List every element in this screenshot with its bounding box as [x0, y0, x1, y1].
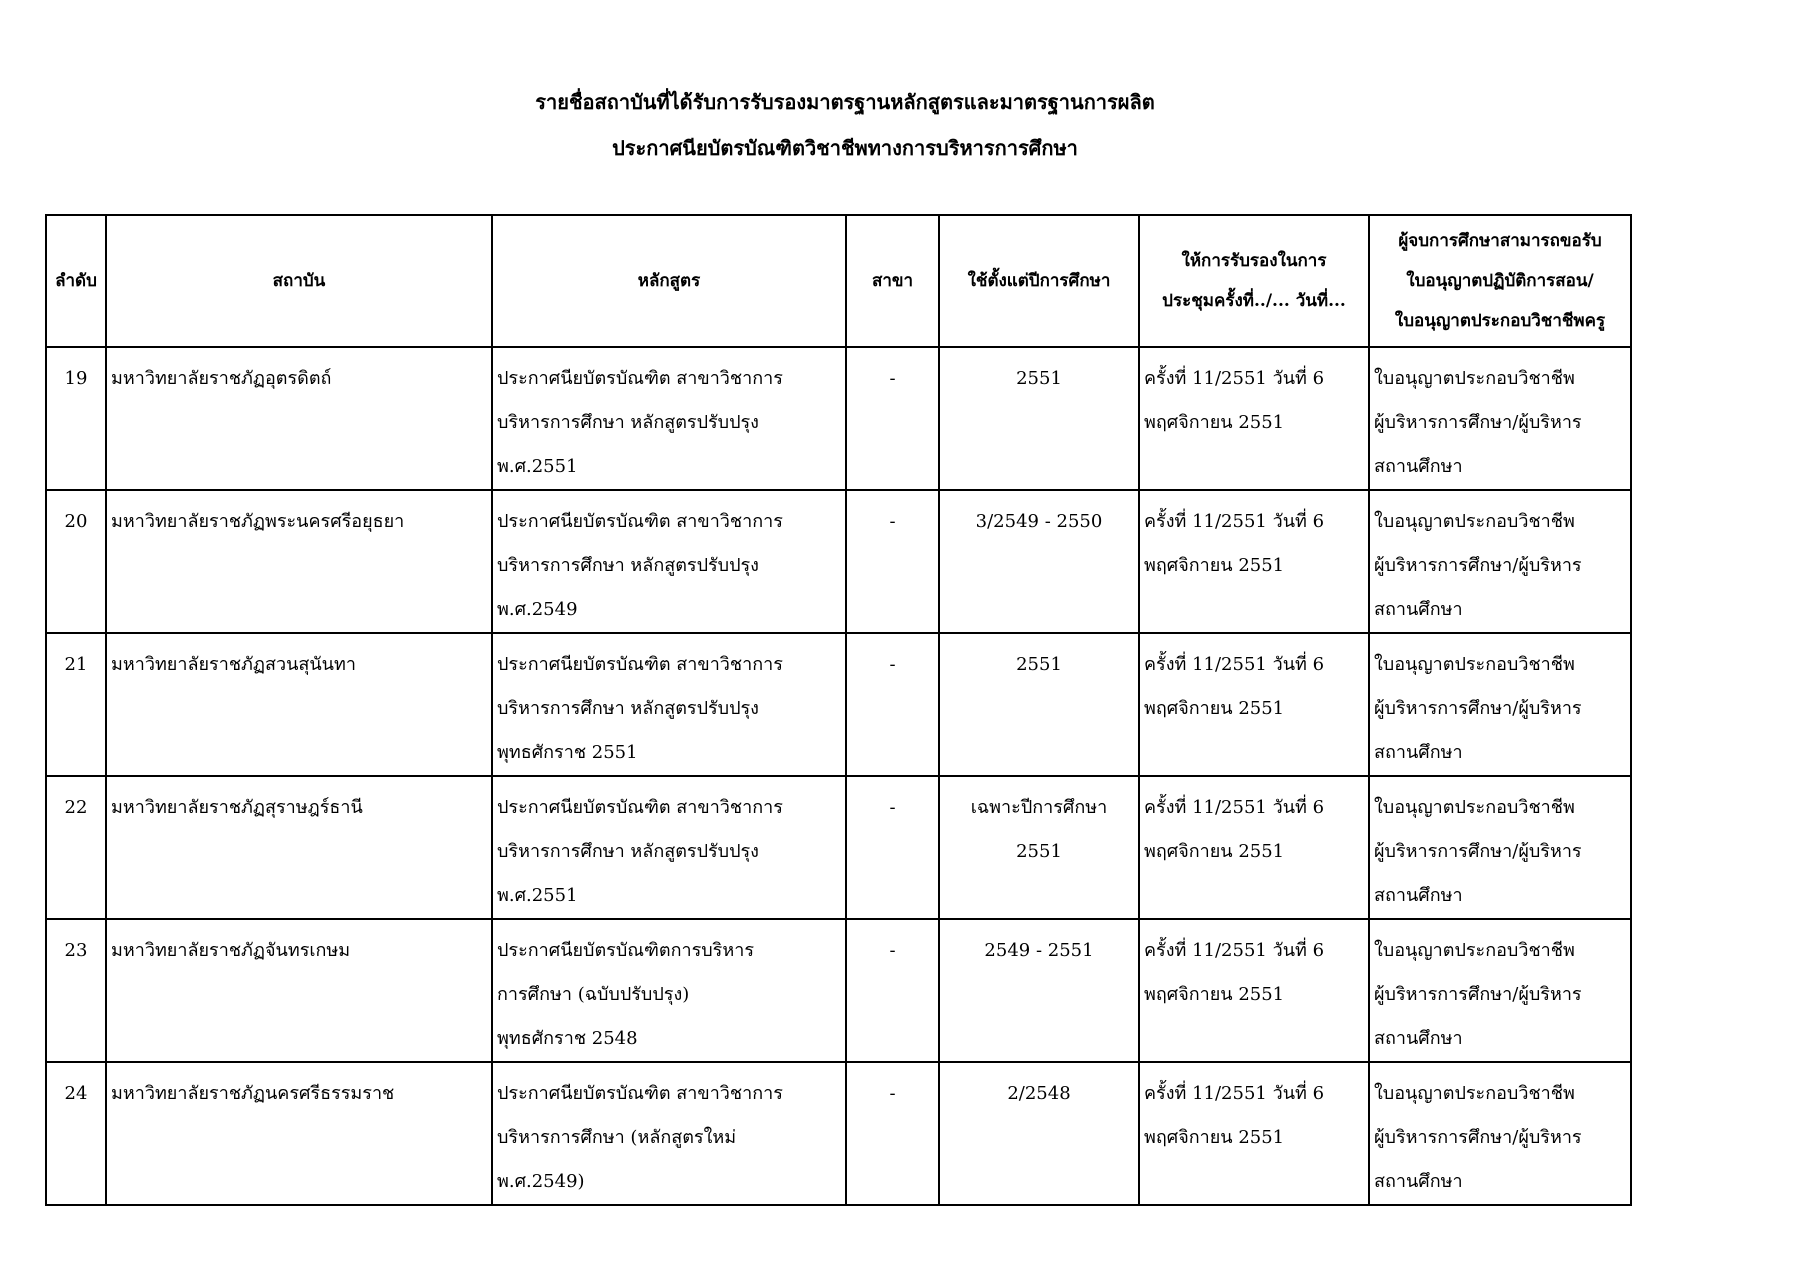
cell-since: [939, 776, 1139, 919]
cell-no: 22: [46, 776, 106, 919]
cell-license: [1369, 1062, 1631, 1205]
cell-approval: [1139, 633, 1369, 776]
cell-since-line: เฉพาะปีการศึกษา: [970, 797, 1108, 818]
header-license: [1369, 215, 1631, 347]
header-approval: [1139, 215, 1369, 347]
cell-branch: -: [846, 919, 939, 1062]
cell-curriculum-line: พ.ศ.2549): [497, 1171, 585, 1192]
cell-curriculum-line: พ.ศ.2549: [497, 599, 578, 620]
cell-license-line: สถานศึกษา: [1374, 1171, 1463, 1192]
cell-curriculum: [492, 1062, 846, 1205]
cell-curriculum-line: บริหารการศึกษา (หลักสูตรใหม่: [497, 1127, 737, 1148]
cell-license-line: ใบอนุญาตประกอบวิชาชีพ: [1374, 940, 1575, 961]
table-row: [46, 347, 1631, 490]
cell-approval-line: พฤศจิกายน 2551: [1144, 698, 1285, 719]
header-license-line: ผู้จบการศึกษาสามารถขอรับ: [1398, 231, 1602, 251]
cell-license: [1369, 633, 1631, 776]
table-row: [46, 490, 1631, 633]
cell-since-line: 2549 - 2551: [984, 940, 1094, 961]
cell-curriculum-line: บริหารการศึกษา หลักสูตรปรับปรุง: [497, 412, 759, 433]
cell-license-line: ผู้บริหารการศึกษา/ผู้บริหาร: [1374, 698, 1582, 719]
cell-curriculum-line: บริหารการศึกษา หลักสูตรปรับปรุง: [497, 841, 759, 862]
cell-no: 19: [46, 347, 106, 490]
cell-license-line: ผู้บริหารการศึกษา/ผู้บริหาร: [1374, 555, 1582, 576]
cell-since: [939, 633, 1139, 776]
cell-approval-line: ครั้งที่ 11/2551 วันที่ 6: [1144, 1083, 1325, 1104]
cell-license-line: ใบอนุญาตประกอบวิชาชีพ: [1374, 368, 1575, 389]
cell-license-line: สถานศึกษา: [1374, 742, 1463, 763]
cell-license-line: สถานศึกษา: [1374, 599, 1463, 620]
cell-institution: มหาวิทยาลัยราชภัฏอุตรดิตถ์: [106, 347, 492, 490]
cell-license-line: ผู้บริหารการศึกษา/ผู้บริหาร: [1374, 1127, 1582, 1148]
cell-curriculum-line: พ.ศ.2551: [497, 456, 578, 477]
cell-institution: มหาวิทยาลัยราชภัฏพระนครศรีอยุธยา: [106, 490, 492, 633]
cell-approval: [1139, 347, 1369, 490]
cell-institution: มหาวิทยาลัยราชภัฏจันทรเกษม: [106, 919, 492, 1062]
cell-license-line: ใบอนุญาตประกอบวิชาชีพ: [1374, 1083, 1575, 1104]
cell-approval-line: พฤศจิกายน 2551: [1144, 555, 1285, 576]
cell-curriculum-line: พุทธศักราช 2551: [497, 742, 638, 763]
cell-approval-line: พฤศจิกายน 2551: [1144, 412, 1285, 433]
document-subtitle: ประกาศนียบัตรบัณฑิตวิชาชีพทางการบริหารการศึกษา: [612, 136, 1078, 160]
cell-since: [939, 347, 1139, 490]
cell-approval-line: ครั้งที่ 11/2551 วันที่ 6: [1144, 797, 1325, 818]
cell-institution: มหาวิทยาลัยราชภัฏสุราษฎร์ธานี: [106, 776, 492, 919]
cell-license: [1369, 919, 1631, 1062]
cell-since-line: 3/2549 - 2550: [975, 511, 1103, 532]
cell-no: 23: [46, 919, 106, 1062]
table-row: [46, 1062, 1631, 1205]
cell-license-line: ใบอนุญาตประกอบวิชาชีพ: [1374, 511, 1575, 532]
cell-license-line: ใบอนุญาตประกอบวิชาชีพ: [1374, 797, 1575, 818]
cell-curriculum-line: ประกาศนียบัตรบัณฑิต สาขาวิชาการ: [497, 1083, 783, 1104]
table-body: [46, 347, 1631, 1205]
cell-since-line: 2/2548: [1007, 1083, 1071, 1104]
header-license-line: ใบอนุญาตปฏิบัติการสอน/: [1406, 271, 1594, 291]
cell-since: [939, 919, 1139, 1062]
cell-license-line: ผู้บริหารการศึกษา/ผู้บริหาร: [1374, 841, 1582, 862]
cell-license-line: สถานศึกษา: [1374, 1028, 1463, 1049]
cell-branch: -: [846, 490, 939, 633]
cell-curriculum-line: ประกาศนียบัตรบัณฑิต สาขาวิชาการ: [497, 797, 783, 818]
institution-table: [45, 214, 1632, 1206]
cell-curriculum-line: พ.ศ.2551: [497, 885, 578, 906]
cell-approval: [1139, 490, 1369, 633]
cell-curriculum: [492, 776, 846, 919]
table-header-row: [46, 215, 1631, 347]
header-no: ลำดับ: [46, 215, 106, 347]
cell-curriculum-line: พุทธศักราช 2548: [497, 1028, 638, 1049]
cell-since-line: 2551: [1016, 654, 1062, 675]
header-curriculum: หลักสูตร: [492, 215, 846, 347]
header-since: ใช้ตั้งแต่ปีการศึกษา: [939, 215, 1139, 347]
cell-branch: -: [846, 776, 939, 919]
header-branch: สาขา: [846, 215, 939, 347]
cell-approval-line: พฤศจิกายน 2551: [1144, 984, 1285, 1005]
cell-branch: -: [846, 633, 939, 776]
cell-no: 21: [46, 633, 106, 776]
cell-approval-line: ครั้งที่ 11/2551 วันที่ 6: [1144, 940, 1325, 961]
cell-approval-line: พฤศจิกายน 2551: [1144, 841, 1285, 862]
table-row: [46, 776, 1631, 919]
cell-curriculum-line: บริหารการศึกษา หลักสูตรปรับปรุง: [497, 555, 759, 576]
cell-license-line: ผู้บริหารการศึกษา/ผู้บริหาร: [1374, 984, 1582, 1005]
cell-curriculum: [492, 347, 846, 490]
cell-institution: มหาวิทยาลัยราชภัฏนครศรีธรรมราช: [106, 1062, 492, 1205]
cell-approval: [1139, 1062, 1369, 1205]
cell-no: 20: [46, 490, 106, 633]
cell-approval: [1139, 919, 1369, 1062]
cell-since-line: 2551: [1016, 841, 1062, 862]
header-approval-line: ประชุมครั้งที่../... วันที่...: [1162, 291, 1346, 311]
cell-license-line: ผู้บริหารการศึกษา/ผู้บริหาร: [1374, 412, 1582, 433]
cell-license: [1369, 776, 1631, 919]
cell-curriculum-line: ประกาศนียบัตรบัณฑิต สาขาวิชาการ: [497, 368, 783, 389]
cell-no: 24: [46, 1062, 106, 1205]
cell-curriculum-line: การศึกษา (ฉบับปรับปรุง): [497, 984, 690, 1005]
cell-license: [1369, 347, 1631, 490]
cell-approval-line: ครั้งที่ 11/2551 วันที่ 6: [1144, 654, 1325, 675]
table-row: [46, 919, 1631, 1062]
cell-approval-line: พฤศจิกายน 2551: [1144, 1127, 1285, 1148]
cell-since: [939, 490, 1139, 633]
cell-curriculum-line: ประกาศนียบัตรบัณฑิตการบริหาร: [497, 940, 754, 961]
cell-license-line: ใบอนุญาตประกอบวิชาชีพ: [1374, 654, 1575, 675]
header-license-line: ใบอนุญาตประกอบวิชาชีพครู: [1394, 311, 1606, 331]
cell-curriculum: [492, 490, 846, 633]
cell-since: [939, 1062, 1139, 1205]
cell-approval-line: ครั้งที่ 11/2551 วันที่ 6: [1144, 368, 1325, 389]
cell-approval-line: ครั้งที่ 11/2551 วันที่ 6: [1144, 511, 1325, 532]
cell-license: [1369, 490, 1631, 633]
cell-since-line: 2551: [1016, 368, 1062, 389]
cell-institution: มหาวิทยาลัยราชภัฏสวนสุนันทา: [106, 633, 492, 776]
cell-curriculum: [492, 919, 846, 1062]
cell-approval: [1139, 776, 1369, 919]
header-institution: สถาบัน: [106, 215, 492, 347]
cell-branch: -: [846, 347, 939, 490]
cell-license-line: สถานศึกษา: [1374, 885, 1463, 906]
cell-license-line: สถานศึกษา: [1374, 456, 1463, 477]
header-approval-line: ให้การรับรองในการ: [1181, 251, 1327, 271]
cell-curriculum: [492, 633, 846, 776]
document-title: รายชื่อสถาบันที่ได้รับการรับรองมาตรฐานหลักสูตรและมาตรฐานการผลิต: [535, 90, 1155, 114]
cell-curriculum-line: บริหารการศึกษา หลักสูตรปรับปรุง: [497, 698, 759, 719]
cell-curriculum-line: ประกาศนียบัตรบัณฑิต สาขาวิชาการ: [497, 654, 783, 675]
table-row: [46, 633, 1631, 776]
cell-curriculum-line: ประกาศนียบัตรบัณฑิต สาขาวิชาการ: [497, 511, 783, 532]
cell-branch: -: [846, 1062, 939, 1205]
